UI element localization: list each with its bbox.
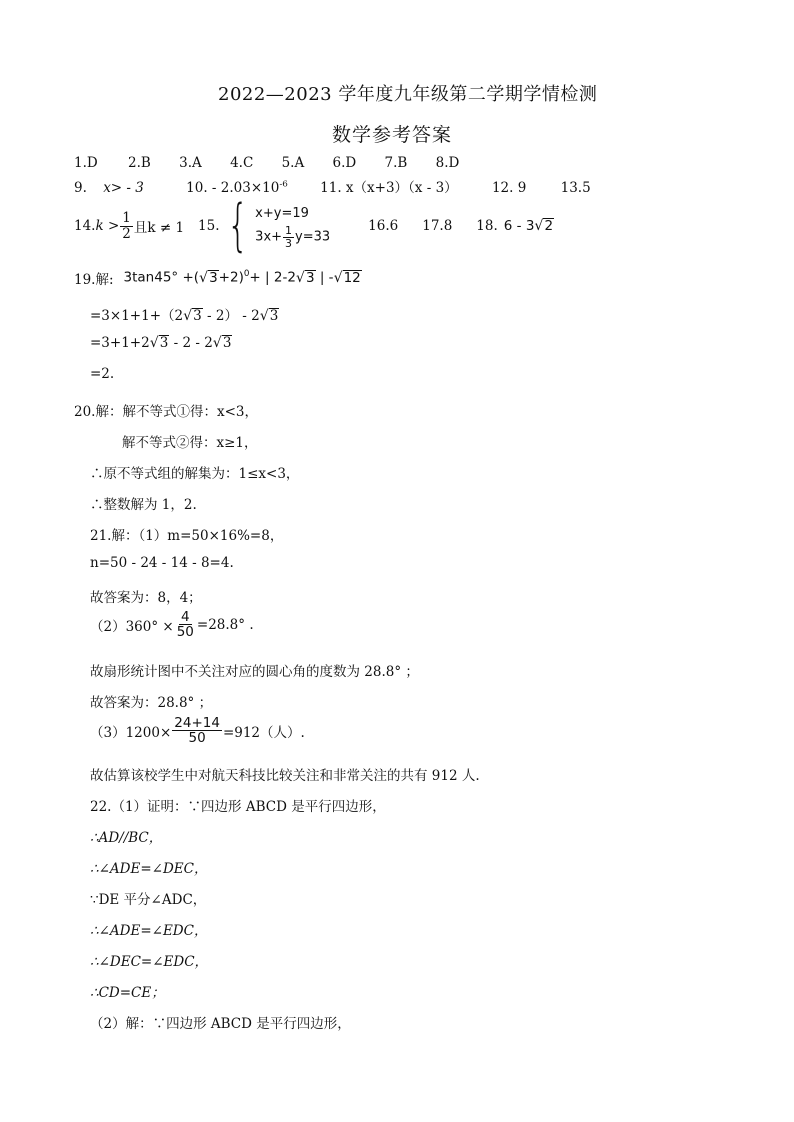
- q22-line3: ∴∠ADE=∠DEC，: [90, 861, 208, 877]
- q15-num: 15.: [198, 218, 220, 234]
- answer-8: 8.D: [435, 155, 460, 171]
- q21-line3: 故答案为：8，4；: [90, 590, 202, 606]
- q21-fraction-angle: $\frac{4}{50}$: [176, 609, 194, 641]
- q21-line7: （3）1200× $\frac{24+14}{50}$ =912（人）.: [90, 715, 305, 747]
- q21-line2: n=50 - 24 - 14 - 8=4.: [90, 555, 234, 571]
- q21-fraction-count: $\frac{24+14}{50}$: [174, 715, 220, 747]
- answer-6: 6.D: [332, 155, 357, 171]
- q10-answer: 10. - $2.03\times 10^{-6}$: [186, 179, 288, 196]
- q18-answer: 6 - 3 √ 2: [503, 217, 554, 234]
- answer-7: 7.B: [384, 155, 408, 171]
- q19-label: 19.解:: [74, 272, 114, 288]
- q9-answer: x> - 3: [103, 180, 144, 196]
- q22-line4: ∵DE 平分∠ADC，: [90, 892, 207, 908]
- q14-num: 14.: [74, 218, 96, 234]
- q15-eq2: 3x+ $\frac{1}{3}$ y=33: [255, 224, 331, 250]
- fill-answers-row1: [74, 176, 591, 196]
- q21-line8: 故估算该校学生中对航天科技比较关注和非常关注的共有 912 人.: [90, 768, 480, 784]
- q22-line1: 22.（1）证明：∵四边形 ABCD 是平行四边形，: [90, 799, 386, 815]
- q21-line1: 21.解：（1）m=50×16%=8，: [90, 528, 284, 544]
- q22-line6: ∴∠DEC=∠EDC，: [90, 954, 209, 970]
- page-title: 2022—2023 学年度九年级第二学期学情检测: [218, 84, 598, 105]
- q19-step2: =3+1+2 √ 3 - 2 - 2 √ 3: [90, 335, 232, 351]
- q15-eq1: x+y=19: [255, 205, 309, 221]
- q22-line5: ∴∠ADE=∠EDC，: [90, 923, 208, 939]
- q19-step1: =3×1+1+（2 √ 3 - 2） - 2 √ 3: [90, 308, 279, 324]
- q20-line3: ∴原不等式组的解集为：1≤x<3，: [90, 466, 300, 482]
- q21-line4: （2）360° × $\frac{4}{50}$ =28.8° .: [90, 609, 254, 641]
- answer-2: 2.B: [128, 155, 151, 171]
- choice-answers: [74, 155, 459, 171]
- q16-answer: 16.6: [368, 218, 399, 234]
- q20-line1: 20.解：解不等式①得：x<3，: [74, 404, 258, 420]
- q20-line2: 解不等式②得：x≥1，: [122, 435, 258, 451]
- q19-expression: 19.解: 3tan45° +( √ 3 +2)$^0$+ | 2-2 √ 3 | - √ 12: [74, 269, 361, 288]
- fill-answers-row2: [74, 193, 554, 258]
- q21-line5: 故扇形统计图中不关注对应的圆心角的度数为 28.8° ；: [90, 664, 419, 680]
- q19-step3: =2.: [90, 366, 115, 382]
- q18-num: 18.: [476, 218, 498, 234]
- q22-line8: （2）解：∵四边形 ABCD 是平行四边形，: [90, 1016, 351, 1032]
- q12-answer: 12. 9: [491, 180, 527, 196]
- q11-answer: 11. x（x+3）（x - 3）: [320, 180, 458, 196]
- q13-answer: 13.5: [560, 180, 591, 196]
- q21-line6: 故答案为：28.8° ；: [90, 695, 213, 711]
- q14-condition: 且k ≠ 1: [133, 220, 185, 236]
- answer-3: 3.A: [179, 155, 202, 171]
- answer-5: 5.A: [281, 155, 305, 171]
- answer-4: 4.C: [230, 155, 254, 171]
- q14-fraction: $\frac{1}{2}$: [122, 210, 131, 242]
- q15-system: [255, 203, 330, 249]
- q17-answer: 17.8: [422, 218, 453, 234]
- q9-num: 9.: [74, 180, 87, 196]
- q22-line2: ∴AD//BC，: [90, 830, 163, 846]
- page-subtitle: 数学参考答案: [332, 124, 453, 146]
- answer-1: 1.D: [74, 155, 98, 171]
- q22-line7: ∴CD=CE；: [90, 985, 165, 1001]
- q14-k: k >: [95, 218, 120, 234]
- brace-icon: {: [226, 193, 249, 258]
- q20-line4: ∴整数解为 1，2.: [90, 497, 197, 513]
